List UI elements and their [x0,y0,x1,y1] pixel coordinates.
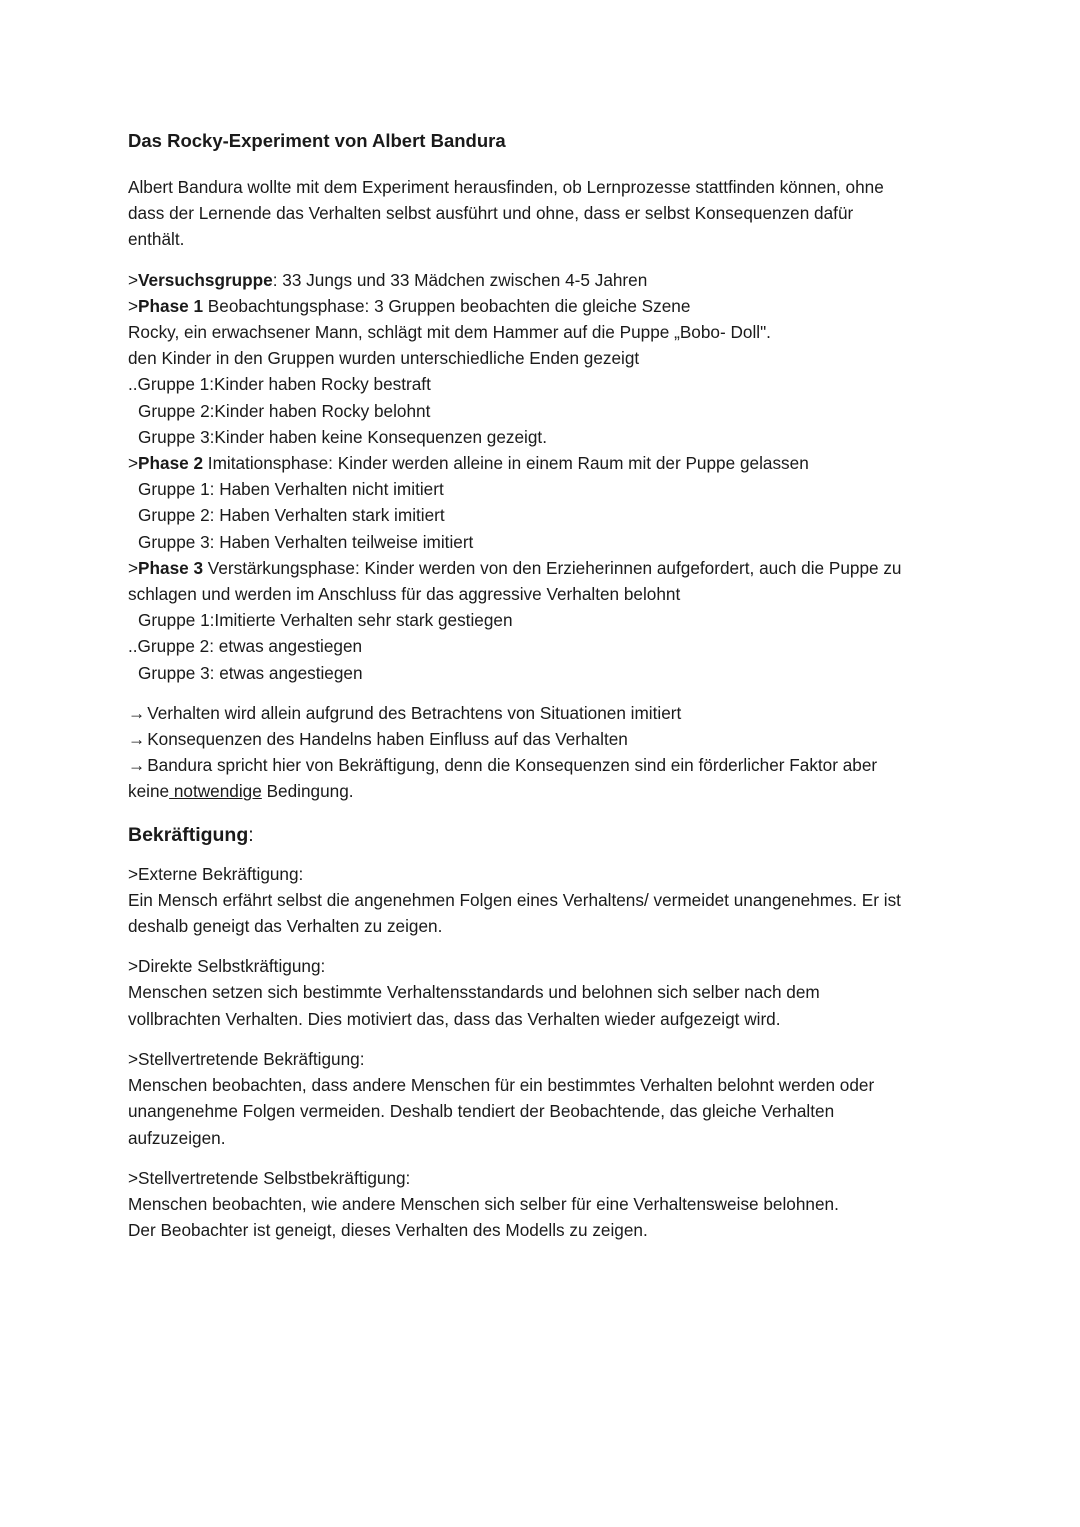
phase1-group-1: ..Gruppe 1:Kinder haben Rocky bestraft [128,374,431,395]
subsection-text: unangenehme Folgen vermeiden. Deshalb tendiert der Beobachtende, das gleiche Verhalten [128,1101,835,1122]
phase1-label: Phase 1 [138,295,204,316]
arrow-right-icon: → [128,702,146,723]
document-title: Das Rocky-Experiment von Albert Bandura [128,130,506,151]
line-prefix: > [128,453,139,474]
phase2-text: Imitationsphase: Kinder werden alleine in einem Raum mit der Puppe gelassen [203,453,809,474]
stellvertretende-bekraeftigung [128,1046,958,1151]
conclusion-2 [128,726,958,752]
phase3-group-1: Gruppe 1:Imitierte Verhalten sehr stark gestiegen [138,610,513,631]
section-heading-text: Bekräftigung [128,823,249,846]
conclusion-1 [128,700,958,726]
arrow-right-icon: → [128,755,146,776]
conclusions [128,700,958,805]
phase2-group-2: Gruppe 2: Haben Verhalten stark imitiert [138,505,445,526]
versuchsgruppe-text: : 33 Jungs und 33 Mädchen zwischen 4-5 Jahren [272,269,648,290]
phase2-group-3: Gruppe 3: Haben Verhalten teilweise imitiert [138,531,474,552]
conclusion-text: Verhalten wird allein aufgrund des Betrachtens von Situationen imitiert [147,702,682,723]
subsection-text: aufzuzeigen. [128,1127,226,1148]
conclusion-text: Bedingung. [261,781,354,802]
intro-line: enthält. [128,229,185,250]
phase2-group-1: Gruppe 1: Haben Verhalten nicht imitiert [138,479,444,500]
section-heading [128,821,958,849]
subsection-text: Der Beobachter ist geneigt, dieses Verhalten des Modells zu zeigen. [128,1220,648,1241]
phase3-line [128,555,958,581]
subsection-text: Ein Mensch erfährt selbst die angenehmen Folgen eines Verhaltens/ vermeidet unangenehmes. Er ist [128,889,901,910]
phase1-group-2: Gruppe 2:Kinder haben Rocky belohnt [138,400,431,421]
line-prefix: > [128,557,139,578]
phase3-label: Phase 3 [138,557,204,578]
subsection-text: Menschen beobachten, dass andere Menschen für ein bestimmtes Verhalten belohnt werden oder [128,1075,875,1096]
phase1-group-3: Gruppe 3:Kinder haben keine Konsequenzen gezeigt. [138,426,547,447]
phase1-line [128,293,958,319]
stellvertretende-selbstbekraeftigung [128,1165,958,1244]
underlined-word: notwendige [169,781,262,802]
intro-line: dass der Lernende das Verhalten selbst ausführt und ohne, dass er selbst Konsequenzen dafür [128,203,854,224]
subsection-text: Menschen beobachten, wie andere Menschen sich selber für eine Verhaltensweise belohnen. [128,1193,839,1214]
phase1-text: Beobachtungsphase: 3 Gruppen beobachten die gleiche Szene [203,295,691,316]
phase2-label: Phase 2 [138,453,204,474]
externe-bekraeftigung [128,861,958,940]
conclusion-text: Konsequenzen des Handelns haben Einfluss auf das Verhalten [147,729,628,750]
subsection-text: deshalb geneigt das Verhalten zu zeigen. [128,916,443,937]
subsection-title: >Externe Bekräftigung: [128,863,304,884]
versuchsgruppe-label: Versuchsgruppe [138,269,273,290]
subsection-title: >Direkte Selbstkräftigung: [128,956,326,977]
conclusion-text: keine [128,781,170,802]
direkte-selbstkraeftigung [128,953,958,1032]
phase3-description: schlagen und werden im Anschluss für das aggressive Verhalten belohnt [128,584,681,605]
conclusion-text: Bandura spricht hier von Bekräftigung, denn die Konsequenzen sind ein förderlicher Faktor aber [147,755,878,776]
phase3-text: Verstärkungsphase: Kinder werden von den Erzieherinnen aufgefordert, auch die Puppe zu [203,557,902,578]
phase1-description: den Kinder in den Gruppen wurden unterschiedliche Enden gezeigt [128,348,640,369]
intro-paragraph [128,174,958,253]
phase2-line [128,450,958,476]
subsection-title: >Stellvertretende Selbstbekräftigung: [128,1167,411,1188]
subsection-text: Menschen setzen sich bestimmte Verhaltensstandards und belohnen sich selber nach dem [128,982,820,1003]
experiment-description [128,267,958,686]
phase1-description: Rocky, ein erwachsener Mann, schlägt mit dem Hammer auf die Puppe „Bobo- Doll". [128,322,771,343]
line-prefix: > [128,269,139,290]
section-heading-colon: : [248,823,254,846]
subsection-text: vollbrachten Verhalten. Dies motiviert das, dass das Verhalten wieder aufgezeigt wird. [128,1008,781,1029]
arrow-right-icon: → [128,729,146,750]
intro-line: Albert Bandura wollte mit dem Experiment herausfinden, ob Lernprozesse stattfinden können, ohne [128,177,884,197]
phase3-group-2: ..Gruppe 2: etwas angestiegen [128,636,363,657]
conclusion-3-continued [128,778,958,804]
subsection-title: >Stellvertretende Bekräftigung: [128,1048,365,1069]
phase3-group-3: Gruppe 3: etwas angestiegen [138,662,363,683]
conclusion-3 [128,752,958,778]
versuchsgruppe-line [128,267,958,293]
line-prefix: > [128,295,139,316]
document-page [128,128,958,1257]
